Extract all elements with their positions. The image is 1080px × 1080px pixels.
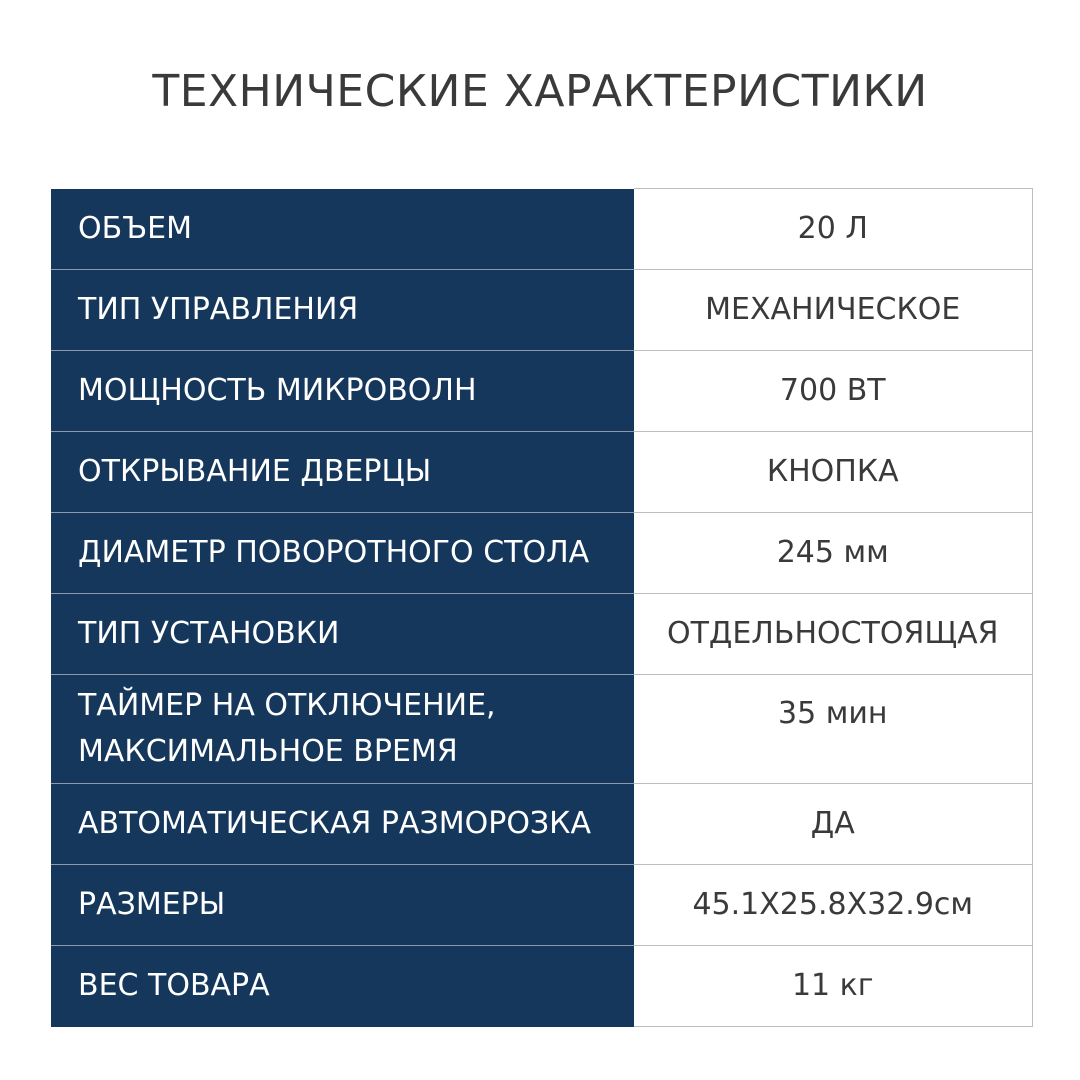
spec-row-door-opening [51,432,1032,513]
spec-label: ДИАМЕТР ПОВОРОТНОГО СТОЛА [51,513,634,594]
spec-row-control-type [51,270,1032,351]
spec-label: ТИП УПРАВЛЕНИЯ [51,270,634,351]
spec-label: АВТОМАТИЧЕСКАЯ РАЗМОРОЗКА [51,784,634,865]
spec-row-dimensions [51,865,1032,946]
specs-table [51,188,1033,1027]
spec-value: ОТДЕЛЬНОСТОЯЩАЯ [634,594,1032,675]
spec-label: ОБЪЕМ [51,189,634,270]
spec-value: 45.1Х25.8Х32.9см [634,865,1032,946]
spec-value: КНОПКА [634,432,1032,513]
spec-label: ОТКРЫВАНИЕ ДВЕРЦЫ [51,432,634,513]
spec-row-installation-type [51,594,1032,675]
spec-label: МОЩНОСТЬ МИКРОВОЛН [51,351,634,432]
spec-value: 700 ВТ [634,351,1032,432]
spec-label [51,675,634,784]
spec-row-turntable-diameter [51,513,1032,594]
spec-row-weight [51,946,1032,1027]
page-title: ТЕХНИЧЕСКИЕ ХАРАКТЕРИСТИКИ [152,66,928,117]
spec-value: 35 мин [634,675,1032,784]
spec-row-timer [51,675,1032,784]
spec-label: ТИП УСТАНОВКИ [51,594,634,675]
spec-value: 20 Л [634,189,1032,270]
spec-label: ВЕС ТОВАРА [51,946,634,1027]
spec-row-auto-defrost [51,784,1032,865]
spec-row-microwave-power [51,351,1032,432]
spec-value: МЕХАНИЧЕСКОЕ [634,270,1032,351]
spec-label-line: МАКСИМАЛЬНОЕ ВРЕМЯ [78,734,458,769]
spec-label-line: ТАЙМЕР НА ОТКЛЮЧЕНИЕ, [78,688,496,723]
spec-label: РАЗМЕРЫ [51,865,634,946]
spec-value: 11 кг [634,946,1032,1027]
spec-value: 245 мм [634,513,1032,594]
spec-row-volume [51,189,1032,270]
spec-value: ДА [634,784,1032,865]
